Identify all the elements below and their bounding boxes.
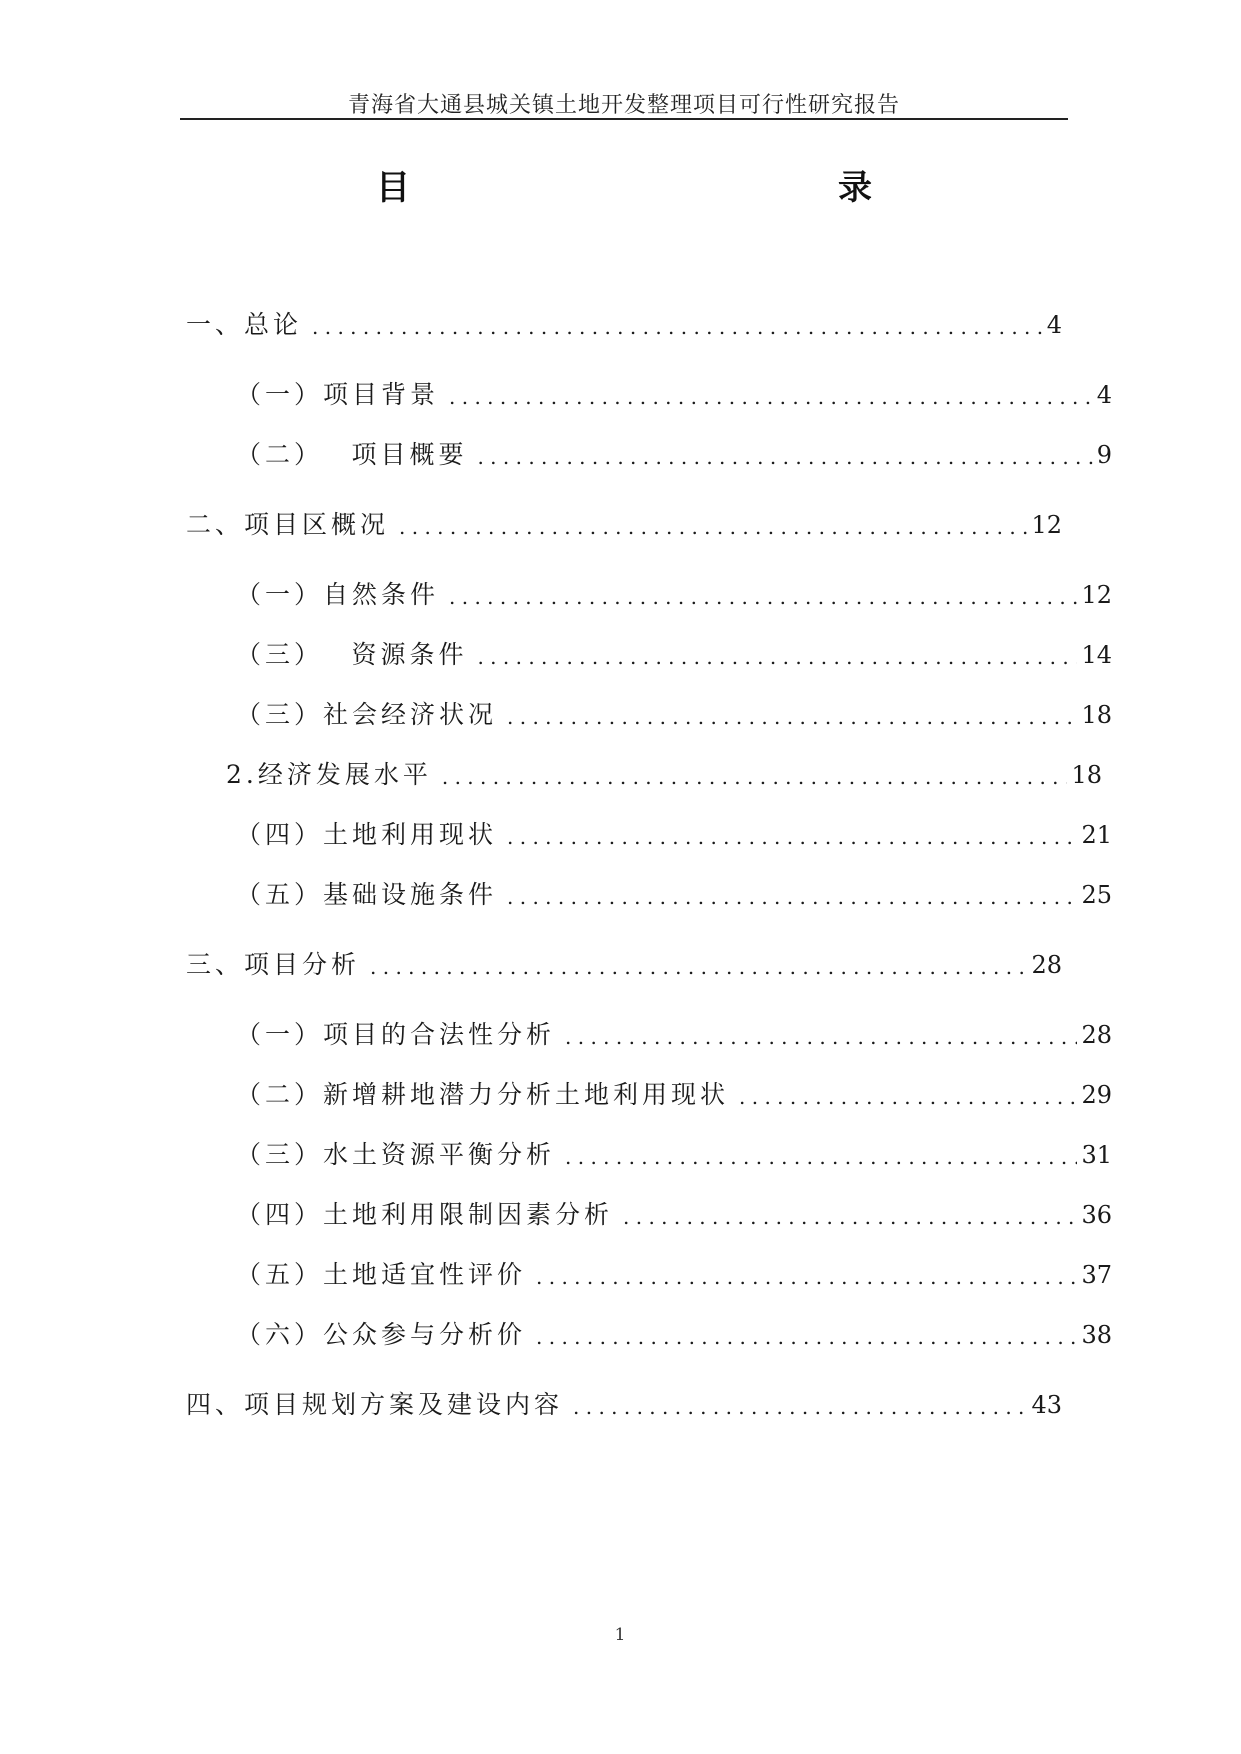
toc-entry[interactable]	[186, 1075, 1112, 1115]
toc-entry[interactable]	[186, 1195, 1112, 1235]
toc-leader-dots	[507, 819, 1077, 855]
toc-entry-page: 28	[1081, 1021, 1112, 1049]
toc-entry-label: （二） 项目概要	[236, 440, 468, 469]
toc-entry-page: 12	[1081, 581, 1112, 609]
toc-entry-label: 三、项目分析	[186, 950, 361, 979]
toc-leader-dots	[449, 379, 1093, 415]
toc-entry[interactable]	[186, 815, 1112, 855]
toc-leader-dots	[623, 1199, 1077, 1235]
toc-leader-dots	[449, 579, 1077, 615]
toc-entry-page: 4	[1096, 381, 1112, 409]
toc-entry-label: （三） 资源条件	[236, 640, 468, 669]
toc-entry-label: 2.经济发展水平	[226, 760, 432, 789]
toc-entry[interactable]	[186, 305, 1062, 345]
toc-entry-page: 37	[1081, 1261, 1112, 1289]
header-rule	[180, 118, 1068, 120]
toc-entry[interactable]	[186, 755, 1102, 795]
toc-entry[interactable]	[186, 1255, 1112, 1295]
toc-entry[interactable]	[186, 875, 1112, 915]
toc-leader-dots	[507, 879, 1077, 915]
toc-entry-label: （三）社会经济状况	[236, 700, 498, 729]
toc-entry[interactable]	[186, 635, 1112, 675]
toc-entry-page: 14	[1081, 641, 1112, 669]
toc-entry[interactable]	[186, 435, 1112, 475]
toc-leader-dots	[312, 309, 1043, 345]
toc-entry-label: （一）项目背景	[236, 380, 440, 409]
toc-entry-page: 36	[1081, 1201, 1112, 1229]
toc-leader-dots	[370, 949, 1027, 985]
toc-entry-page: 4	[1046, 311, 1062, 339]
toc-entry-page: 38	[1081, 1321, 1112, 1349]
toc-entry-page: 29	[1081, 1081, 1112, 1109]
toc-leader-dots	[573, 1389, 1027, 1425]
toc-leader-dots	[565, 1139, 1077, 1175]
toc-leader-dots	[739, 1079, 1077, 1115]
toc-entry[interactable]	[186, 1135, 1112, 1175]
toc-entry-label: （五）基础设施条件	[236, 880, 498, 909]
toc-entry[interactable]	[186, 945, 1062, 985]
toc-entry-page: 9	[1096, 441, 1112, 469]
toc-entry[interactable]	[186, 1385, 1062, 1425]
toc-entry-page: 12	[1031, 511, 1062, 539]
toc-leader-dots	[442, 759, 1068, 795]
toc-entry-label: （六）公众参与分析价	[236, 1320, 527, 1349]
toc-entry[interactable]	[186, 1015, 1112, 1055]
toc-entry[interactable]	[186, 375, 1112, 415]
toc-entry-page: 28	[1031, 951, 1062, 979]
toc-entry-page: 31	[1081, 1141, 1112, 1169]
toc-leader-dots	[477, 439, 1092, 475]
toc-entry-label: （四）土地利用限制因素分析	[236, 1200, 614, 1229]
toc-entry[interactable]	[186, 1315, 1112, 1355]
toc-entry[interactable]	[186, 695, 1112, 735]
toc-entry-label: （三）水土资源平衡分析	[236, 1140, 556, 1169]
toc-leader-dots	[536, 1319, 1077, 1355]
toc-entry-page: 21	[1081, 821, 1112, 849]
toc-entry[interactable]	[186, 505, 1062, 545]
toc-entry-label: （五）土地适宜性评价	[236, 1260, 527, 1289]
toc-title: 目 录	[376, 168, 992, 208]
toc-leader-dots	[565, 1019, 1077, 1055]
toc-entry-label: 二、项目区概况	[186, 510, 390, 539]
toc-leader-dots	[536, 1259, 1077, 1295]
toc-entry-page: 18	[1071, 761, 1102, 789]
toc-leader-dots	[399, 509, 1027, 545]
toc-leader-dots	[507, 699, 1077, 735]
running-header: 青海省大通县城关镇土地开发整理项目可行性研究报告	[347, 93, 900, 118]
toc-entry-page: 18	[1081, 701, 1112, 729]
toc-entry-label: （二）新增耕地潜力分析土地利用现状	[236, 1080, 730, 1109]
toc-entry-label: 四、项目规划方案及建设内容	[186, 1390, 564, 1419]
toc-entry-page: 43	[1031, 1391, 1062, 1419]
toc-entry-label: （一）自然条件	[236, 580, 440, 609]
toc-entry-label: 一、总论	[186, 310, 303, 339]
toc-entry-label: （一）项目的合法性分析	[236, 1020, 556, 1049]
toc-entry-page: 25	[1081, 881, 1112, 909]
toc-leader-dots	[477, 639, 1077, 675]
toc-entry-label: （四）土地利用现状	[236, 820, 498, 849]
table-of-contents	[186, 305, 1112, 1595]
toc-entry[interactable]	[186, 575, 1112, 615]
page-number: 1	[614, 1625, 626, 1645]
